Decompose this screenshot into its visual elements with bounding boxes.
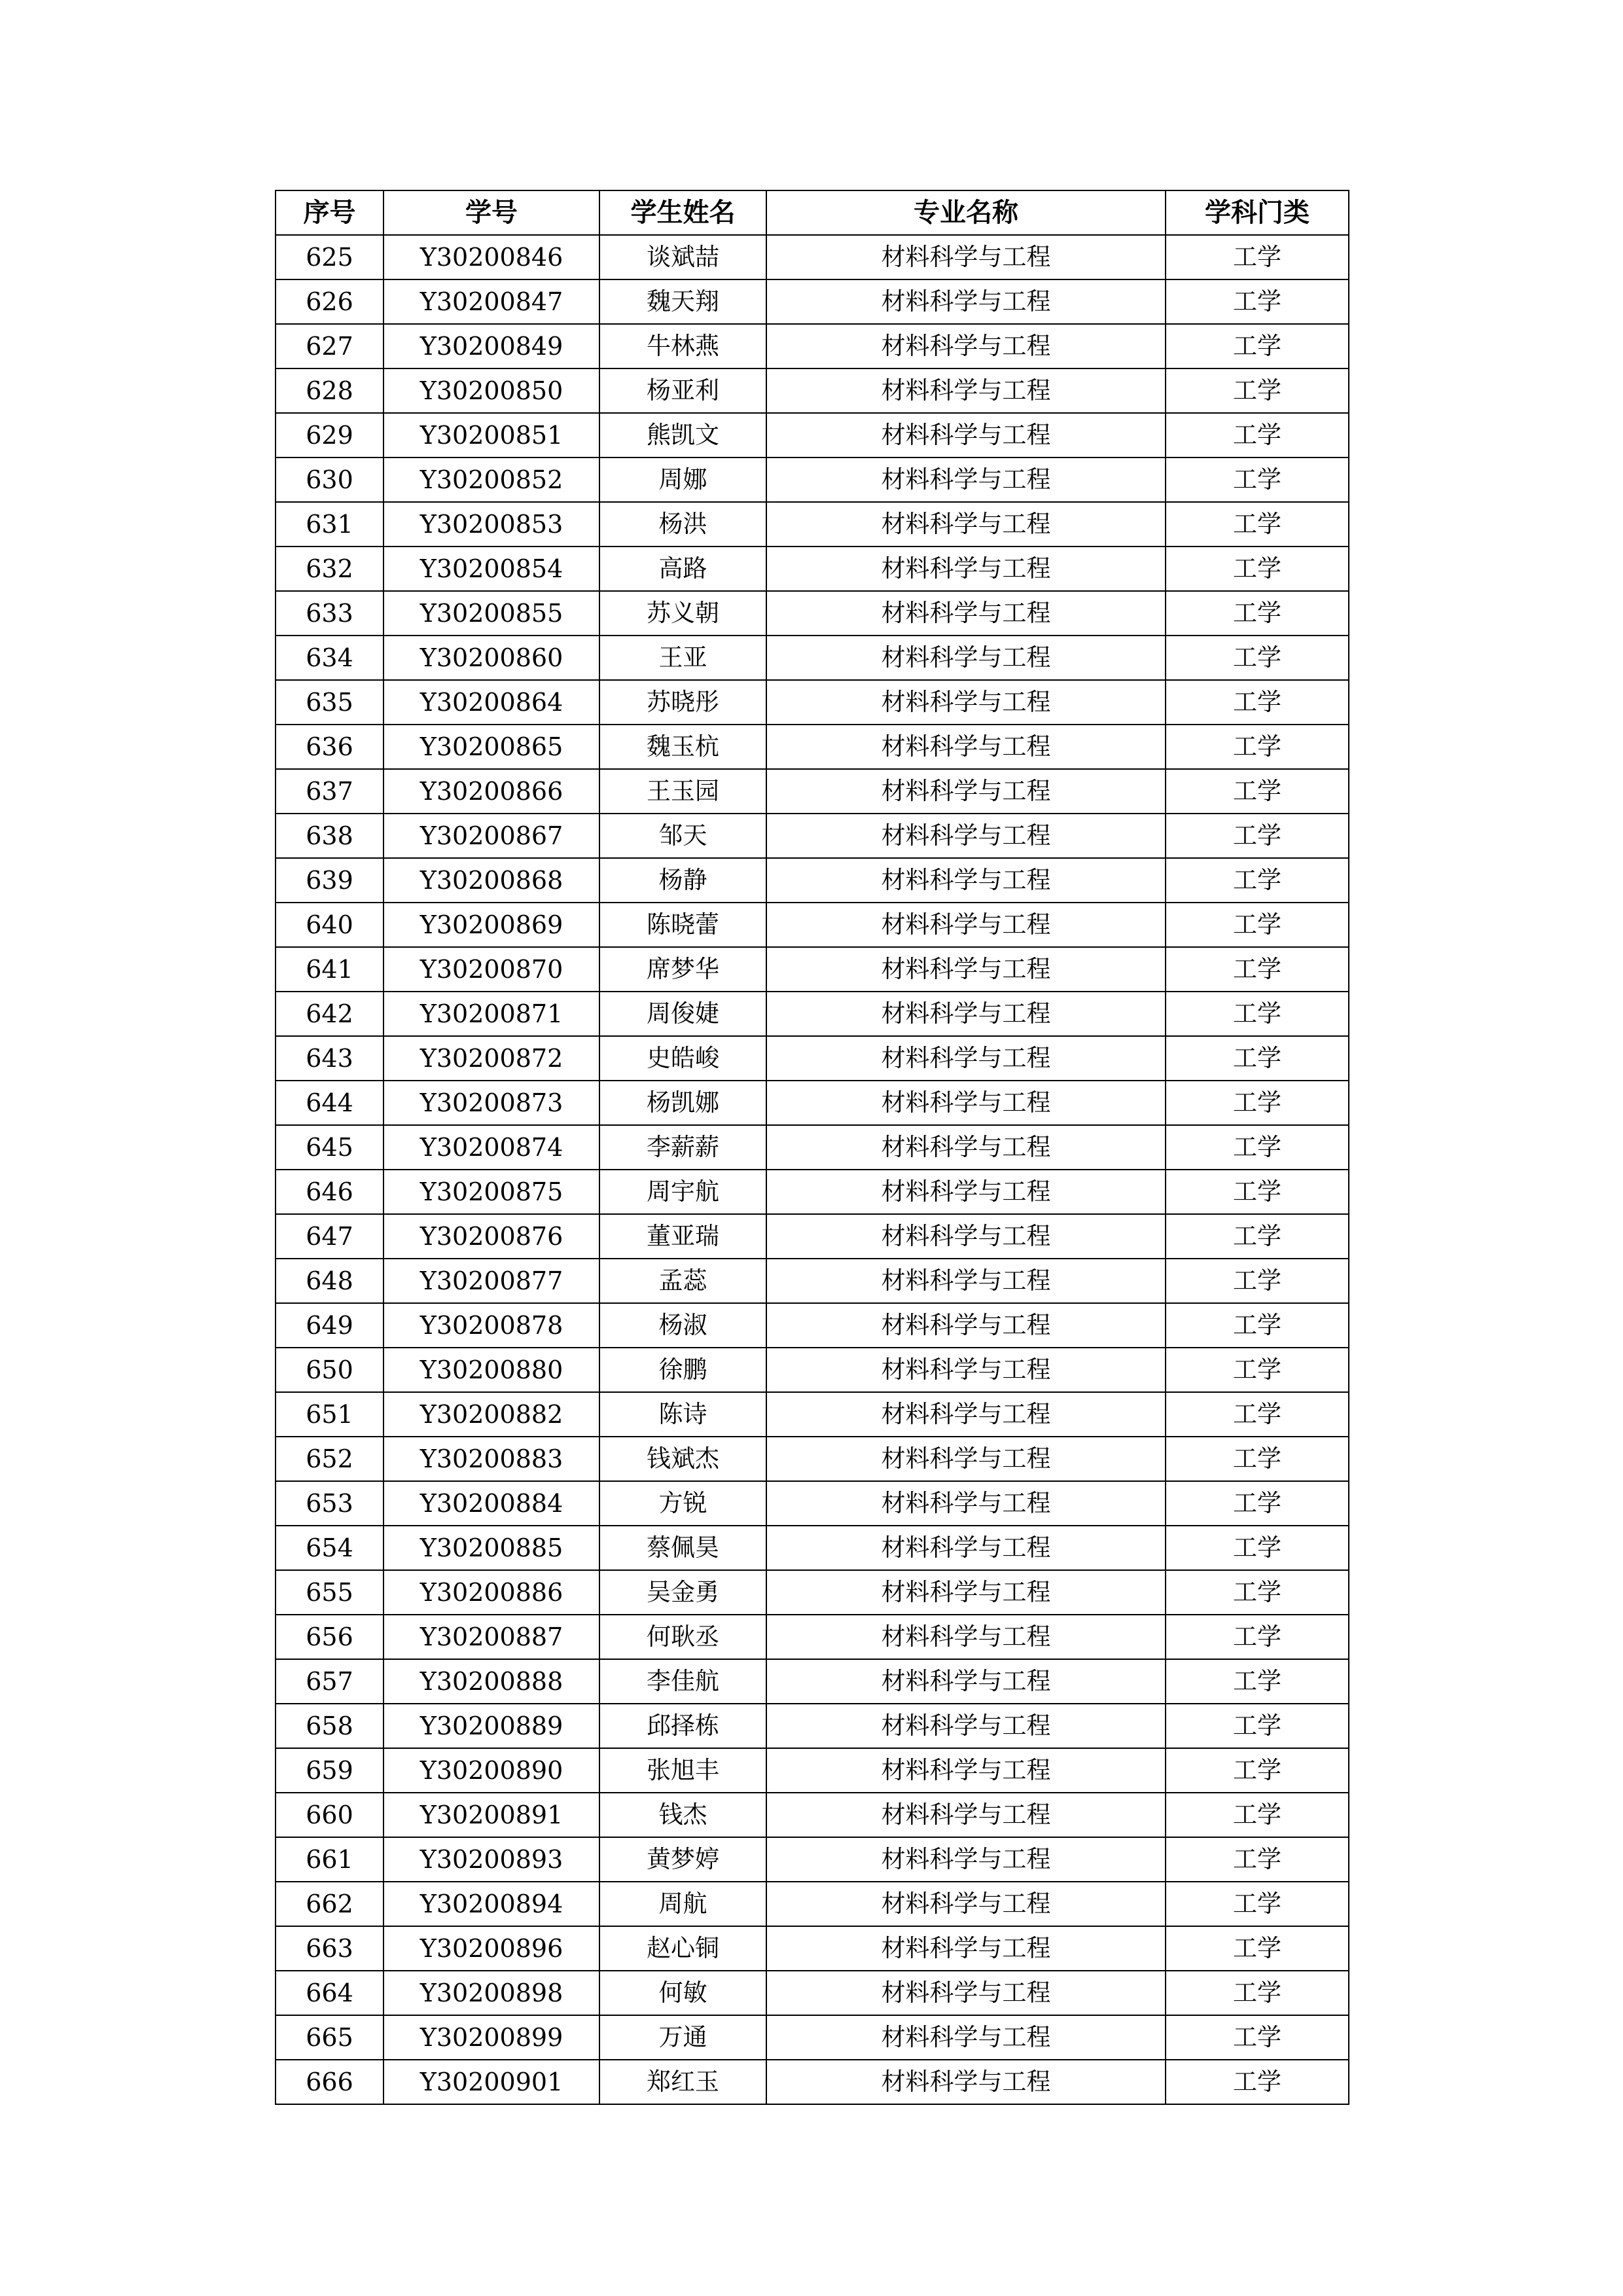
cell-major: 材料科学与工程 <box>766 1926 1166 1971</box>
cell-major: 材料科学与工程 <box>766 814 1166 858</box>
cell-student-id: Y30200868 <box>383 858 599 903</box>
table-row <box>276 1036 1349 1081</box>
cell-major: 材料科学与工程 <box>766 1125 1166 1170</box>
cell-name: 张旭丰 <box>599 1748 766 1793</box>
cell-major: 材料科学与工程 <box>766 1837 1166 1882</box>
table-row <box>276 413 1349 457</box>
cell-category: 工学 <box>1166 547 1349 591</box>
cell-major: 材料科学与工程 <box>766 1170 1166 1214</box>
cell-category: 工学 <box>1166 636 1349 680</box>
cell-name: 赵心铜 <box>599 1926 766 1971</box>
cell-seq: 626 <box>276 279 383 324</box>
cell-seq: 625 <box>276 235 383 279</box>
cell-category: 工学 <box>1166 279 1349 324</box>
cell-major: 材料科学与工程 <box>766 680 1166 725</box>
cell-student-id: Y30200860 <box>383 636 599 680</box>
table-row <box>276 1926 1349 1971</box>
cell-major: 材料科学与工程 <box>766 1615 1166 1659</box>
table-row <box>276 769 1349 814</box>
cell-student-id: Y30200901 <box>383 2060 599 2104</box>
cell-category: 工学 <box>1166 1837 1349 1882</box>
cell-seq: 644 <box>276 1081 383 1125</box>
cell-name: 熊凯文 <box>599 413 766 457</box>
cell-major: 材料科学与工程 <box>766 1659 1166 1704</box>
table-row <box>276 1392 1349 1437</box>
cell-category: 工学 <box>1166 1793 1349 1837</box>
cell-seq: 634 <box>276 636 383 680</box>
table-row <box>276 1704 1349 1748</box>
table-row <box>276 1348 1349 1392</box>
cell-name: 李薪薪 <box>599 1125 766 1170</box>
cell-name: 周航 <box>599 1882 766 1926</box>
cell-category: 工学 <box>1166 1348 1349 1392</box>
cell-seq: 648 <box>276 1259 383 1303</box>
cell-major: 材料科学与工程 <box>766 279 1166 324</box>
cell-student-id: Y30200855 <box>383 591 599 636</box>
cell-major: 材料科学与工程 <box>766 413 1166 457</box>
cell-major: 材料科学与工程 <box>766 858 1166 903</box>
cell-name: 陈诗 <box>599 1392 766 1437</box>
cell-student-id: Y30200846 <box>383 235 599 279</box>
cell-major: 材料科学与工程 <box>766 591 1166 636</box>
cell-category: 工学 <box>1166 1259 1349 1303</box>
cell-seq: 655 <box>276 1570 383 1615</box>
cell-seq: 651 <box>276 1392 383 1437</box>
cell-name: 万通 <box>599 2015 766 2060</box>
cell-major: 材料科学与工程 <box>766 1259 1166 1303</box>
cell-name: 陈晓蕾 <box>599 903 766 947</box>
cell-name: 苏义朝 <box>599 591 766 636</box>
cell-student-id: Y30200864 <box>383 680 599 725</box>
cell-major: 材料科学与工程 <box>766 457 1166 502</box>
cell-student-id: Y30200850 <box>383 368 599 413</box>
cell-seq: 643 <box>276 1036 383 1081</box>
cell-name: 孟蕊 <box>599 1259 766 1303</box>
cell-name: 方锐 <box>599 1481 766 1526</box>
cell-student-id: Y30200872 <box>383 1036 599 1081</box>
cell-name: 杨亚利 <box>599 368 766 413</box>
cell-name: 王玉园 <box>599 769 766 814</box>
cell-student-id: Y30200888 <box>383 1659 599 1704</box>
cell-name: 杨洪 <box>599 502 766 547</box>
cell-category: 工学 <box>1166 502 1349 547</box>
column-header-name: 学生姓名 <box>599 190 766 235</box>
cell-seq: 629 <box>276 413 383 457</box>
table-row <box>276 1303 1349 1348</box>
table-row <box>276 1214 1349 1259</box>
cell-name: 钱杰 <box>599 1793 766 1837</box>
cell-student-id: Y30200894 <box>383 1882 599 1926</box>
cell-major: 材料科学与工程 <box>766 1081 1166 1125</box>
table-row <box>276 279 1349 324</box>
cell-seq: 652 <box>276 1437 383 1481</box>
cell-student-id: Y30200874 <box>383 1125 599 1170</box>
table-row <box>276 1971 1349 2015</box>
cell-student-id: Y30200866 <box>383 769 599 814</box>
cell-name: 高路 <box>599 547 766 591</box>
cell-major: 材料科学与工程 <box>766 1748 1166 1793</box>
cell-student-id: Y30200853 <box>383 502 599 547</box>
cell-student-id: Y30200873 <box>383 1081 599 1125</box>
cell-student-id: Y30200889 <box>383 1704 599 1748</box>
column-header-category: 学科门类 <box>1166 190 1349 235</box>
cell-student-id: Y30200878 <box>383 1303 599 1348</box>
cell-student-id: Y30200851 <box>383 413 599 457</box>
cell-category: 工学 <box>1166 1125 1349 1170</box>
cell-major: 材料科学与工程 <box>766 235 1166 279</box>
cell-major: 材料科学与工程 <box>766 1481 1166 1526</box>
cell-category: 工学 <box>1166 992 1349 1036</box>
cell-student-id: Y30200884 <box>383 1481 599 1526</box>
cell-seq: 661 <box>276 1837 383 1882</box>
cell-name: 何耿丞 <box>599 1615 766 1659</box>
cell-seq: 660 <box>276 1793 383 1837</box>
cell-seq: 641 <box>276 947 383 992</box>
cell-name: 徐鹏 <box>599 1348 766 1392</box>
cell-student-id: Y30200847 <box>383 279 599 324</box>
cell-seq: 664 <box>276 1971 383 2015</box>
cell-name: 周宇航 <box>599 1170 766 1214</box>
cell-major: 材料科学与工程 <box>766 1704 1166 1748</box>
cell-name: 杨淑 <box>599 1303 766 1348</box>
cell-category: 工学 <box>1166 725 1349 769</box>
cell-student-id: Y30200871 <box>383 992 599 1036</box>
cell-category: 工学 <box>1166 1659 1349 1704</box>
cell-major: 材料科学与工程 <box>766 725 1166 769</box>
cell-seq: 658 <box>276 1704 383 1748</box>
cell-major: 材料科学与工程 <box>766 903 1166 947</box>
cell-student-id: Y30200886 <box>383 1570 599 1615</box>
cell-student-id: Y30200876 <box>383 1214 599 1259</box>
cell-category: 工学 <box>1166 680 1349 725</box>
cell-major: 材料科学与工程 <box>766 947 1166 992</box>
cell-category: 工学 <box>1166 368 1349 413</box>
cell-seq: 642 <box>276 992 383 1036</box>
cell-student-id: Y30200891 <box>383 1793 599 1837</box>
cell-name: 董亚瑞 <box>599 1214 766 1259</box>
cell-category: 工学 <box>1166 814 1349 858</box>
cell-category: 工学 <box>1166 1570 1349 1615</box>
cell-student-id: Y30200896 <box>383 1926 599 1971</box>
cell-seq: 662 <box>276 1882 383 1926</box>
cell-category: 工学 <box>1166 1437 1349 1481</box>
cell-seq: 638 <box>276 814 383 858</box>
cell-major: 材料科学与工程 <box>766 769 1166 814</box>
cell-major: 材料科学与工程 <box>766 2015 1166 2060</box>
cell-seq: 632 <box>276 547 383 591</box>
table-row <box>276 1526 1349 1570</box>
cell-student-id: Y30200883 <box>383 1437 599 1481</box>
table-row <box>276 1259 1349 1303</box>
cell-seq: 647 <box>276 1214 383 1259</box>
cell-major: 材料科学与工程 <box>766 1348 1166 1392</box>
cell-name: 牛林燕 <box>599 324 766 368</box>
cell-seq: 663 <box>276 1926 383 1971</box>
cell-seq: 665 <box>276 2015 383 2060</box>
cell-seq: 631 <box>276 502 383 547</box>
cell-major: 材料科学与工程 <box>766 636 1166 680</box>
cell-seq: 627 <box>276 324 383 368</box>
table-row <box>276 368 1349 413</box>
table-row <box>276 2015 1349 2060</box>
cell-category: 工学 <box>1166 2060 1349 2104</box>
cell-seq: 650 <box>276 1348 383 1392</box>
table-row <box>276 1170 1349 1214</box>
table-row <box>276 324 1349 368</box>
cell-major: 材料科学与工程 <box>766 1214 1166 1259</box>
cell-name: 杨凯娜 <box>599 1081 766 1125</box>
cell-major: 材料科学与工程 <box>766 1437 1166 1481</box>
cell-major: 材料科学与工程 <box>766 2060 1166 2104</box>
cell-student-id: Y30200882 <box>383 1392 599 1437</box>
table-row <box>276 725 1349 769</box>
cell-seq: 653 <box>276 1481 383 1526</box>
table-header-row <box>276 190 1349 235</box>
cell-student-id: Y30200870 <box>383 947 599 992</box>
cell-seq: 635 <box>276 680 383 725</box>
cell-category: 工学 <box>1166 591 1349 636</box>
cell-name: 邱择栋 <box>599 1704 766 1748</box>
table-row <box>276 680 1349 725</box>
cell-category: 工学 <box>1166 235 1349 279</box>
cell-category: 工学 <box>1166 324 1349 368</box>
table-row <box>276 235 1349 279</box>
table-row <box>276 2060 1349 2104</box>
table-row <box>276 591 1349 636</box>
cell-category: 工学 <box>1166 1882 1349 1926</box>
cell-category: 工学 <box>1166 1481 1349 1526</box>
cell-name: 黄梦婷 <box>599 1837 766 1882</box>
table-row <box>276 1570 1349 1615</box>
cell-category: 工学 <box>1166 947 1349 992</box>
column-header-student-id: 学号 <box>383 190 599 235</box>
cell-category: 工学 <box>1166 1926 1349 1971</box>
cell-category: 工学 <box>1166 1170 1349 1214</box>
cell-student-id: Y30200869 <box>383 903 599 947</box>
cell-category: 工学 <box>1166 858 1349 903</box>
cell-major: 材料科学与工程 <box>766 992 1166 1036</box>
cell-name: 魏天翔 <box>599 279 766 324</box>
cell-student-id: Y30200867 <box>383 814 599 858</box>
cell-name: 席梦华 <box>599 947 766 992</box>
cell-category: 工学 <box>1166 1748 1349 1793</box>
cell-student-id: Y30200898 <box>383 1971 599 2015</box>
cell-major: 材料科学与工程 <box>766 1882 1166 1926</box>
cell-seq: 639 <box>276 858 383 903</box>
table-row <box>276 1837 1349 1882</box>
cell-category: 工学 <box>1166 1526 1349 1570</box>
cell-name: 苏晓彤 <box>599 680 766 725</box>
cell-seq: 654 <box>276 1526 383 1570</box>
cell-student-id: Y30200880 <box>383 1348 599 1392</box>
cell-name: 魏玉杭 <box>599 725 766 769</box>
table-row <box>276 1748 1349 1793</box>
cell-major: 材料科学与工程 <box>766 1303 1166 1348</box>
cell-category: 工学 <box>1166 1971 1349 2015</box>
cell-major: 材料科学与工程 <box>766 1793 1166 1837</box>
table-row <box>276 992 1349 1036</box>
cell-major: 材料科学与工程 <box>766 1971 1166 2015</box>
cell-name: 周娜 <box>599 457 766 502</box>
column-header-seq: 序号 <box>276 190 383 235</box>
cell-seq: 628 <box>276 368 383 413</box>
cell-student-id: Y30200849 <box>383 324 599 368</box>
cell-category: 工学 <box>1166 1392 1349 1437</box>
table-row <box>276 502 1349 547</box>
cell-seq: 656 <box>276 1615 383 1659</box>
cell-name: 吴金勇 <box>599 1570 766 1615</box>
cell-seq: 659 <box>276 1748 383 1793</box>
cell-category: 工学 <box>1166 413 1349 457</box>
cell-seq: 633 <box>276 591 383 636</box>
table-row <box>276 1437 1349 1481</box>
table-row <box>276 1481 1349 1526</box>
cell-category: 工学 <box>1166 1303 1349 1348</box>
cell-seq: 646 <box>276 1170 383 1214</box>
cell-seq: 666 <box>276 2060 383 2104</box>
cell-category: 工学 <box>1166 1081 1349 1125</box>
cell-student-id: Y30200890 <box>383 1748 599 1793</box>
table-row <box>276 1615 1349 1659</box>
student-roster-table <box>275 190 1349 2105</box>
table-row <box>276 547 1349 591</box>
cell-category: 工学 <box>1166 1615 1349 1659</box>
table-row <box>276 1793 1349 1837</box>
cell-student-id: Y30200854 <box>383 547 599 591</box>
cell-seq: 640 <box>276 903 383 947</box>
cell-name: 邹天 <box>599 814 766 858</box>
table-row <box>276 947 1349 992</box>
table-row <box>276 814 1349 858</box>
cell-name: 史皓峻 <box>599 1036 766 1081</box>
cell-student-id: Y30200852 <box>383 457 599 502</box>
cell-category: 工学 <box>1166 2015 1349 2060</box>
cell-student-id: Y30200887 <box>383 1615 599 1659</box>
cell-category: 工学 <box>1166 457 1349 502</box>
cell-category: 工学 <box>1166 769 1349 814</box>
cell-category: 工学 <box>1166 1214 1349 1259</box>
table-row <box>276 1882 1349 1926</box>
cell-name: 王亚 <box>599 636 766 680</box>
cell-name: 李佳航 <box>599 1659 766 1704</box>
cell-major: 材料科学与工程 <box>766 1036 1166 1081</box>
cell-seq: 645 <box>276 1125 383 1170</box>
cell-name: 钱斌杰 <box>599 1437 766 1481</box>
cell-major: 材料科学与工程 <box>766 1526 1166 1570</box>
table-row <box>276 457 1349 502</box>
cell-name: 杨静 <box>599 858 766 903</box>
table-row <box>276 858 1349 903</box>
cell-student-id: Y30200885 <box>383 1526 599 1570</box>
cell-name: 周俊婕 <box>599 992 766 1036</box>
cell-category: 工学 <box>1166 1704 1349 1748</box>
table-body <box>276 235 1349 2104</box>
table-row <box>276 1081 1349 1125</box>
table-row <box>276 1659 1349 1704</box>
table-row <box>276 903 1349 947</box>
cell-major: 材料科学与工程 <box>766 324 1166 368</box>
cell-category: 工学 <box>1166 903 1349 947</box>
table-row <box>276 1125 1349 1170</box>
cell-seq: 636 <box>276 725 383 769</box>
cell-student-id: Y30200865 <box>383 725 599 769</box>
table-row <box>276 636 1349 680</box>
cell-major: 材料科学与工程 <box>766 1392 1166 1437</box>
cell-student-id: Y30200899 <box>383 2015 599 2060</box>
cell-student-id: Y30200893 <box>383 1837 599 1882</box>
cell-student-id: Y30200877 <box>383 1259 599 1303</box>
roster-table-wrapper <box>275 190 1348 2105</box>
cell-category: 工学 <box>1166 1036 1349 1081</box>
table-header <box>276 190 1349 235</box>
cell-seq: 630 <box>276 457 383 502</box>
cell-major: 材料科学与工程 <box>766 547 1166 591</box>
column-header-major: 专业名称 <box>766 190 1166 235</box>
cell-name: 谈斌喆 <box>599 235 766 279</box>
cell-major: 材料科学与工程 <box>766 1570 1166 1615</box>
cell-seq: 649 <box>276 1303 383 1348</box>
cell-major: 材料科学与工程 <box>766 368 1166 413</box>
cell-student-id: Y30200875 <box>383 1170 599 1214</box>
cell-name: 郑红玉 <box>599 2060 766 2104</box>
cell-seq: 657 <box>276 1659 383 1704</box>
cell-name: 蔡佩昊 <box>599 1526 766 1570</box>
cell-seq: 637 <box>276 769 383 814</box>
cell-name: 何敏 <box>599 1971 766 2015</box>
cell-major: 材料科学与工程 <box>766 502 1166 547</box>
